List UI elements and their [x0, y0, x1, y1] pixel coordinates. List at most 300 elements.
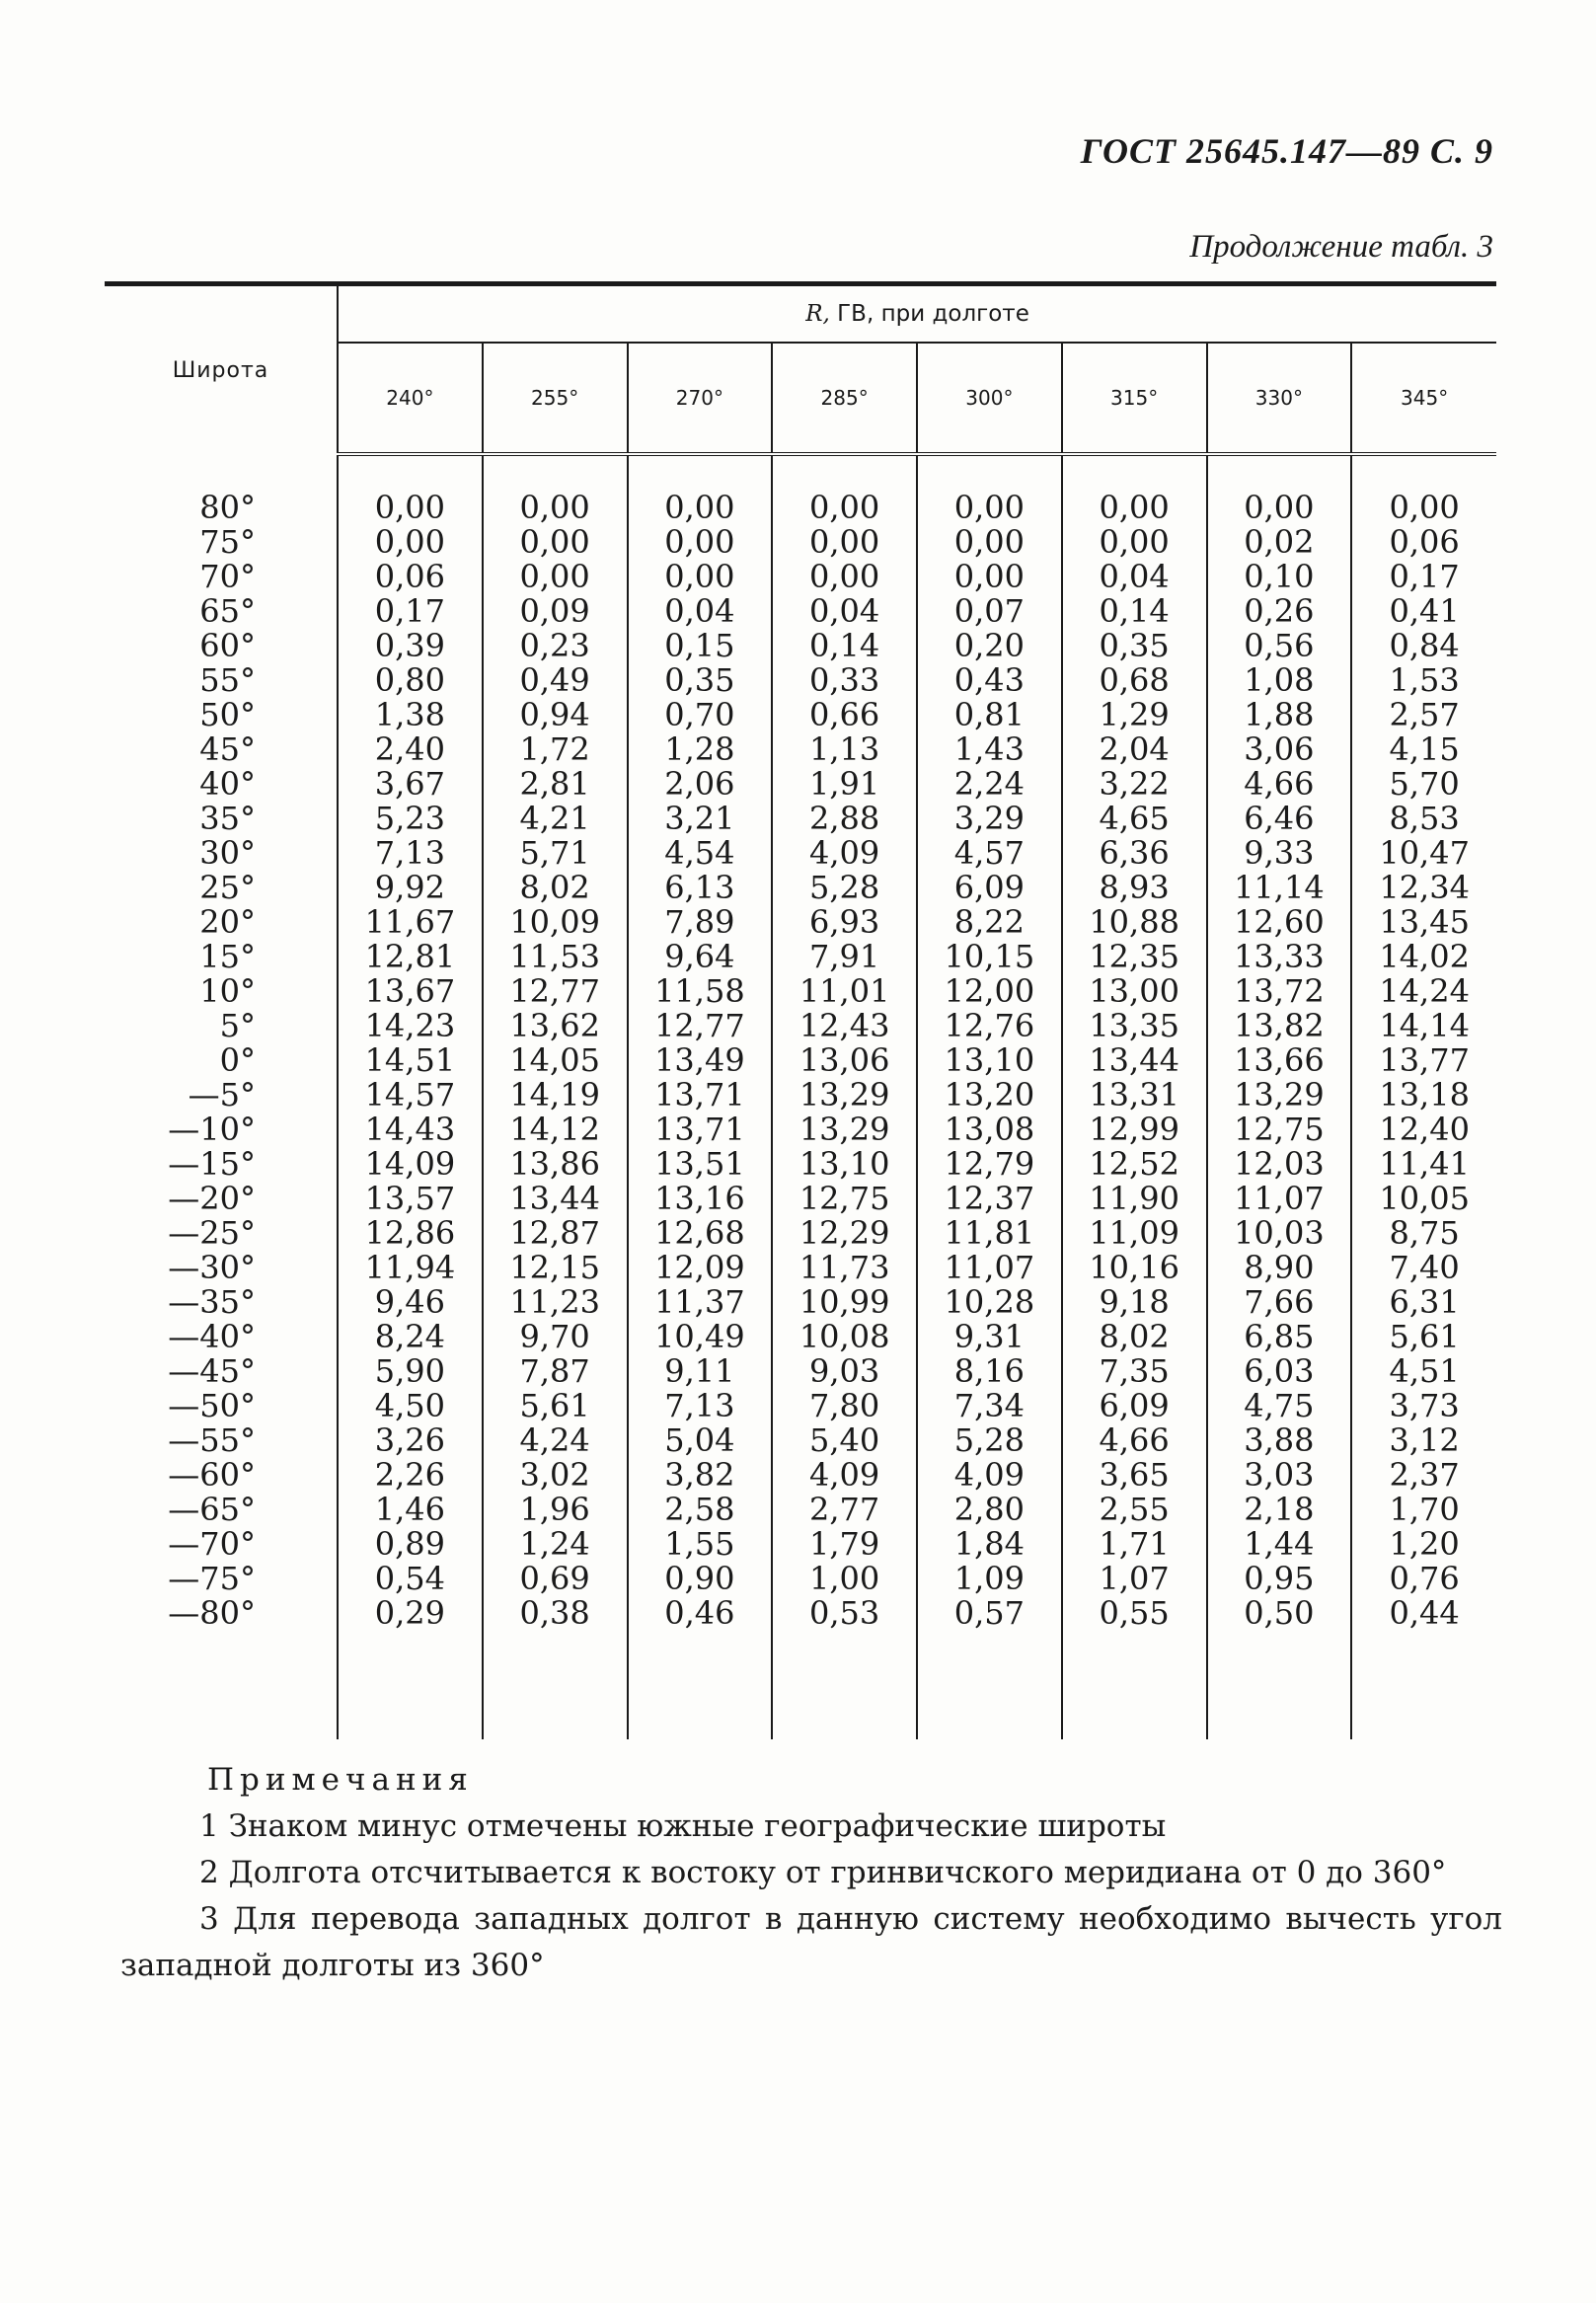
value-cell: 0,43	[917, 663, 1062, 698]
value-cell: 0,94	[483, 698, 628, 732]
value-cell: 12,34	[1379, 869, 1470, 906]
latitude-cell: 30°	[105, 836, 338, 871]
value-cell: 3,73	[1389, 1387, 1460, 1424]
value-cell: 1,96	[483, 1493, 628, 1527]
table-row	[105, 1147, 1496, 1182]
value-cell: 4,24	[483, 1423, 628, 1458]
table-row	[105, 1562, 1496, 1596]
spacer-cell	[1062, 454, 1207, 491]
value-cell: 13,67	[338, 974, 483, 1009]
value-cell: 13,49	[628, 1043, 773, 1078]
value-cell: 11,67	[338, 905, 483, 940]
latitude-cell: —10°	[105, 1113, 338, 1147]
value-cell: 2,58	[628, 1493, 773, 1527]
value-cell: 1,88	[1207, 698, 1352, 732]
value-cell: 2,37	[1389, 1456, 1460, 1494]
value-cell: 13,35	[1062, 1009, 1207, 1043]
value-cell: 10,28	[917, 1285, 1062, 1320]
table-row	[105, 1251, 1496, 1285]
value-cell: 12,52	[1062, 1147, 1207, 1182]
value-cell: 12,35	[1062, 940, 1207, 974]
value-cell: 13,33	[1207, 940, 1352, 974]
spacer-cell	[338, 454, 483, 491]
value-cell: 1,09	[917, 1562, 1062, 1596]
value-cell: 0,07	[917, 594, 1062, 629]
value-cell: 6,13	[628, 871, 773, 905]
value-cell: 14,09	[338, 1147, 483, 1182]
value-cell: 1,08	[1207, 663, 1352, 698]
value-cell: 1,24	[483, 1527, 628, 1562]
value-cell: 4,51	[1389, 1352, 1460, 1390]
value-cell: 12,15	[483, 1251, 628, 1285]
latitude-cell: —65°	[105, 1493, 338, 1527]
latitude-column-header: Широта	[105, 284, 338, 455]
value-cell: 13,77	[1379, 1041, 1470, 1079]
value-cell: 12,09	[628, 1251, 773, 1285]
value-cell: 0,54	[338, 1562, 483, 1596]
value-cell: 8,16	[917, 1354, 1062, 1389]
value-cell: 2,04	[1062, 732, 1207, 767]
value-cell: 3,88	[1207, 1423, 1352, 1458]
table-row	[105, 629, 1496, 663]
spacer-cell	[483, 1631, 628, 1739]
value-cell: 2,88	[772, 802, 917, 836]
value-cell: 0,35	[628, 663, 773, 698]
value-cell: 0,00	[772, 491, 917, 525]
value-cell: 6,36	[1062, 836, 1207, 871]
table-row	[105, 1043, 1496, 1078]
value-cell: 0,35	[1062, 629, 1207, 663]
value-cell: 0,84	[1389, 627, 1460, 664]
value-cell: 13,71	[628, 1078, 773, 1113]
value-cell: 13,71	[628, 1113, 773, 1147]
latitude-cell: 25°	[105, 871, 338, 905]
table-body	[105, 454, 1496, 1739]
table-row	[105, 871, 1496, 905]
value-cell: 1,07	[1062, 1562, 1207, 1596]
latitude-cell: 5°	[105, 1009, 338, 1043]
value-cell: 0,41	[1389, 592, 1460, 630]
latitude-cell: —20°	[105, 1182, 338, 1216]
value-cell: 12,29	[772, 1216, 917, 1251]
value-cell: 0,00	[917, 525, 1062, 560]
value-cell: 2,57	[1389, 696, 1460, 733]
value-cell: 7,13	[628, 1389, 773, 1423]
value-cell: 1,53	[1389, 661, 1460, 699]
value-cell: 1,28	[628, 732, 773, 767]
latitude-cell: 75°	[105, 525, 338, 560]
value-cell: 13,72	[1207, 974, 1352, 1009]
value-cell: 1,91	[772, 767, 917, 802]
longitude-header: 315°	[1062, 343, 1207, 454]
table-row	[105, 802, 1496, 836]
table-row	[105, 698, 1496, 732]
value-cell: 12,87	[483, 1216, 628, 1251]
longitude-header: 345°	[1351, 343, 1496, 454]
value-cell: 12,60	[1207, 905, 1352, 940]
value-cell: 5,90	[338, 1354, 483, 1389]
value-cell: 0,90	[628, 1562, 773, 1596]
value-cell: 14,43	[338, 1113, 483, 1147]
value-cell: 3,12	[1389, 1421, 1460, 1459]
value-cell: 3,29	[917, 802, 1062, 836]
value-cell: 0,76	[1389, 1560, 1460, 1597]
value-cell: 12,37	[917, 1182, 1062, 1216]
spacer-cell	[1351, 454, 1496, 491]
value-cell: 0,14	[772, 629, 917, 663]
value-cell: 12,86	[338, 1216, 483, 1251]
value-cell: 12,79	[917, 1147, 1062, 1182]
value-cell: 10,15	[917, 940, 1062, 974]
value-cell: 13,16	[628, 1182, 773, 1216]
value-cell: 0,00	[628, 560, 773, 594]
value-cell: 13,45	[1379, 903, 1470, 941]
value-cell: 0,95	[1207, 1562, 1352, 1596]
value-cell: 0,00	[483, 525, 628, 560]
value-cell: 0,17	[1389, 558, 1460, 595]
value-cell: 0,04	[772, 594, 917, 629]
value-cell: 14,24	[1379, 972, 1470, 1010]
table-row	[105, 1527, 1496, 1562]
spacer-cell	[772, 1631, 917, 1739]
value-cell: 13,06	[772, 1043, 917, 1078]
value-cell: 0,23	[483, 629, 628, 663]
value-cell: 5,61	[483, 1389, 628, 1423]
table-row	[105, 1182, 1496, 1216]
value-cell: 11,01	[772, 974, 917, 1009]
value-cell: 13,20	[917, 1078, 1062, 1113]
value-cell: 0,00	[338, 525, 483, 560]
value-cell: 11,53	[483, 940, 628, 974]
table-row	[105, 940, 1496, 974]
table-row	[105, 525, 1496, 560]
value-cell: 5,70	[1389, 765, 1460, 803]
latitude-cell: 70°	[105, 560, 338, 594]
value-cell: 1,72	[483, 732, 628, 767]
value-cell: 8,75	[1389, 1214, 1460, 1252]
value-cell: 11,09	[1062, 1216, 1207, 1251]
value-cell: 0,26	[1207, 594, 1352, 629]
value-cell: 14,02	[1379, 938, 1470, 975]
value-cell: 10,49	[628, 1320, 773, 1354]
longitude-group-header	[338, 284, 1496, 344]
value-cell: 0,46	[628, 1596, 773, 1631]
value-cell: 4,21	[483, 802, 628, 836]
value-cell: 12,77	[628, 1009, 773, 1043]
value-cell: 13,18	[1379, 1076, 1470, 1113]
table-row	[105, 1113, 1496, 1147]
value-cell: 2,81	[483, 767, 628, 802]
value-cell: 6,31	[1389, 1283, 1460, 1321]
value-cell: 14,05	[483, 1043, 628, 1078]
value-cell: 13,86	[483, 1147, 628, 1182]
value-cell: 4,66	[1062, 1423, 1207, 1458]
value-cell: 0,06	[1389, 523, 1460, 561]
value-cell: 2,24	[917, 767, 1062, 802]
value-cell: 0,68	[1062, 663, 1207, 698]
value-cell: 1,38	[338, 698, 483, 732]
latitude-cell: 50°	[105, 698, 338, 732]
value-cell: 0,00	[483, 491, 628, 525]
value-cell: 0,02	[1207, 525, 1352, 560]
spacer-cell	[628, 454, 773, 491]
value-cell: 7,34	[917, 1389, 1062, 1423]
data-table-wrap	[105, 281, 1496, 1739]
value-cell: 0,89	[338, 1527, 483, 1562]
table-row	[105, 1009, 1496, 1043]
value-cell: 4,65	[1062, 802, 1207, 836]
value-cell: 0,00	[772, 525, 917, 560]
value-cell: 4,09	[917, 1458, 1062, 1493]
value-cell: 0,10	[1207, 560, 1352, 594]
spacer-cell	[338, 1631, 483, 1739]
value-cell: 0,00	[917, 491, 1062, 525]
value-cell: 8,90	[1207, 1251, 1352, 1285]
value-cell: 11,81	[917, 1216, 1062, 1251]
value-cell: 7,87	[483, 1354, 628, 1389]
value-cell: 2,40	[338, 732, 483, 767]
value-cell: 0,38	[483, 1596, 628, 1631]
latitude-cell: —5°	[105, 1078, 338, 1113]
value-cell: 13,00	[1062, 974, 1207, 1009]
value-cell: 0,00	[483, 560, 628, 594]
table-row	[105, 1423, 1496, 1458]
value-cell: 13,29	[772, 1113, 917, 1147]
value-cell: 0,33	[772, 663, 917, 698]
value-cell: 13,29	[1207, 1078, 1352, 1113]
table-row	[105, 663, 1496, 698]
value-cell: 0,04	[1062, 560, 1207, 594]
value-cell: 12,00	[917, 974, 1062, 1009]
value-cell: 0,56	[1207, 629, 1352, 663]
value-cell: 4,75	[1207, 1389, 1352, 1423]
value-cell: 10,03	[1207, 1216, 1352, 1251]
value-cell: 0,17	[338, 594, 483, 629]
value-cell: 0,70	[628, 698, 773, 732]
value-cell: 6,93	[772, 905, 917, 940]
longitude-header: 270°	[628, 343, 773, 454]
value-cell: 10,08	[772, 1320, 917, 1354]
value-cell: 0,00	[628, 525, 773, 560]
spacer-cell	[483, 454, 628, 491]
latitude-cell: —15°	[105, 1147, 338, 1182]
spacer-cell	[105, 1631, 338, 1739]
value-cell: 0,00	[338, 491, 483, 525]
latitude-cell: 15°	[105, 940, 338, 974]
value-cell: 10,09	[483, 905, 628, 940]
value-cell: 13,82	[1207, 1009, 1352, 1043]
note-1: 1 Знаком минус отмечены южные географические широты	[199, 1808, 1167, 1844]
value-cell: 7,91	[772, 940, 917, 974]
data-table	[105, 281, 1496, 1739]
value-cell: 0,20	[917, 629, 1062, 663]
value-cell: 2,18	[1207, 1493, 1352, 1527]
value-cell: 8,93	[1062, 871, 1207, 905]
value-cell: 7,40	[1389, 1249, 1460, 1286]
spacer-row	[105, 1631, 1496, 1739]
value-cell: 13,51	[628, 1147, 773, 1182]
value-cell: 0,29	[338, 1596, 483, 1631]
longitude-header: 240°	[338, 343, 483, 454]
value-cell: 9,03	[772, 1354, 917, 1389]
page-header: ГОСТ 25645.147—89 С. 9	[1080, 131, 1493, 171]
value-cell: 13,44	[1062, 1043, 1207, 1078]
value-cell: 1,44	[1207, 1527, 1352, 1562]
spacer-cell	[1062, 1631, 1207, 1739]
latitude-cell: —50°	[105, 1389, 338, 1423]
value-cell: 4,50	[338, 1389, 483, 1423]
value-cell: 7,80	[772, 1389, 917, 1423]
value-cell: 5,04	[628, 1423, 773, 1458]
latitude-cell: 0°	[105, 1043, 338, 1078]
latitude-cell: —60°	[105, 1458, 338, 1493]
latitude-cell: 65°	[105, 594, 338, 629]
value-cell: 0,39	[338, 629, 483, 663]
table-row	[105, 1389, 1496, 1423]
value-cell: 5,28	[917, 1423, 1062, 1458]
table-row	[105, 1078, 1496, 1113]
value-cell: 3,06	[1207, 732, 1352, 767]
value-cell: 5,61	[1389, 1318, 1460, 1355]
value-cell: 11,23	[483, 1285, 628, 1320]
latitude-cell: 35°	[105, 802, 338, 836]
value-cell: 0,57	[917, 1596, 1062, 1631]
value-cell: 11,94	[338, 1251, 483, 1285]
value-cell: 0,14	[1062, 594, 1207, 629]
note-3: 3 Для перевода западных долгот в данную систему необходимо вычесть угол западной долготы из 360°	[120, 1901, 1502, 1983]
value-cell: 11,58	[628, 974, 773, 1009]
table-row	[105, 732, 1496, 767]
value-cell: 13,29	[772, 1078, 917, 1113]
value-cell: 14,51	[338, 1043, 483, 1078]
value-cell: 14,23	[338, 1009, 483, 1043]
value-cell: 2,77	[772, 1493, 917, 1527]
table-row	[105, 836, 1496, 871]
value-cell: 9,11	[628, 1354, 773, 1389]
value-cell: 0,00	[1207, 491, 1352, 525]
value-cell: 12,81	[338, 940, 483, 974]
value-cell: 6,09	[917, 871, 1062, 905]
value-cell: 13,66	[1207, 1043, 1352, 1078]
value-cell: 0,00	[1062, 525, 1207, 560]
value-cell: 0,66	[772, 698, 917, 732]
value-cell: 1,13	[772, 732, 917, 767]
latitude-cell: 80°	[105, 491, 338, 525]
value-cell: 11,41	[1379, 1145, 1470, 1183]
value-cell: 14,57	[338, 1078, 483, 1113]
value-cell: 13,10	[772, 1147, 917, 1182]
table-row	[105, 767, 1496, 802]
value-cell: 1,71	[1062, 1527, 1207, 1562]
table-row	[105, 1458, 1496, 1493]
notes-title: Примечания	[207, 1762, 474, 1798]
value-cell: 8,24	[338, 1320, 483, 1354]
value-cell: 12,43	[772, 1009, 917, 1043]
latitude-cell: —70°	[105, 1527, 338, 1562]
value-cell: 0,53	[772, 1596, 917, 1631]
value-cell: 11,07	[917, 1251, 1062, 1285]
value-cell: 10,47	[1379, 834, 1470, 872]
value-cell: 3,21	[628, 802, 773, 836]
latitude-cell: —80°	[105, 1596, 338, 1631]
table-row	[105, 1216, 1496, 1251]
latitude-cell: —30°	[105, 1251, 338, 1285]
value-cell: 4,66	[1207, 767, 1352, 802]
value-cell: 1,29	[1062, 698, 1207, 732]
value-cell: 3,65	[1062, 1458, 1207, 1493]
value-cell: 4,15	[1389, 730, 1460, 768]
value-cell: 9,18	[1062, 1285, 1207, 1320]
value-cell: 12,99	[1062, 1113, 1207, 1147]
r-symbol: R,	[805, 301, 830, 327]
latitude-cell: 45°	[105, 732, 338, 767]
spacer-cell	[772, 454, 917, 491]
value-cell: 0,69	[483, 1562, 628, 1596]
value-cell: 1,00	[772, 1562, 917, 1596]
latitude-cell: 40°	[105, 767, 338, 802]
latitude-cell: —25°	[105, 1216, 338, 1251]
value-cell: 2,26	[338, 1458, 483, 1493]
value-cell: 0,15	[628, 629, 773, 663]
value-cell: 14,12	[483, 1113, 628, 1147]
value-cell: 7,89	[628, 905, 773, 940]
value-cell: 5,28	[772, 871, 917, 905]
notes-section	[120, 1757, 1502, 1989]
value-cell: 8,02	[1062, 1320, 1207, 1354]
spacer-cell	[105, 454, 338, 491]
value-cell: 1,70	[1389, 1491, 1460, 1528]
value-cell: 4,57	[917, 836, 1062, 871]
spacer-cell	[917, 1631, 1062, 1739]
value-cell: 12,76	[917, 1009, 1062, 1043]
value-cell: 11,90	[1062, 1182, 1207, 1216]
value-cell: 12,03	[1207, 1147, 1352, 1182]
latitude-cell: —35°	[105, 1285, 338, 1320]
value-cell: 13,31	[1062, 1078, 1207, 1113]
value-cell: 8,02	[483, 871, 628, 905]
value-cell: 3,22	[1062, 767, 1207, 802]
value-cell: 9,31	[917, 1320, 1062, 1354]
value-cell: 3,82	[628, 1458, 773, 1493]
value-cell: 3,26	[338, 1423, 483, 1458]
value-cell: 0,06	[338, 560, 483, 594]
value-cell: 9,92	[338, 871, 483, 905]
group-header-text: ГВ, при долготе	[837, 301, 1029, 327]
table-row	[105, 1354, 1496, 1389]
value-cell: 1,84	[917, 1527, 1062, 1562]
value-cell: 1,43	[917, 732, 1062, 767]
latitude-cell: 60°	[105, 629, 338, 663]
value-cell: 14,14	[1379, 1007, 1470, 1044]
value-cell: 10,99	[772, 1285, 917, 1320]
value-cell: 0,44	[1389, 1594, 1460, 1632]
longitude-header: 300°	[917, 343, 1062, 454]
value-cell: 12,75	[1207, 1113, 1352, 1147]
value-cell: 1,55	[628, 1527, 773, 1562]
value-cell: 9,33	[1207, 836, 1352, 871]
value-cell: 6,09	[1062, 1389, 1207, 1423]
value-cell: 8,22	[917, 905, 1062, 940]
value-cell: 4,09	[772, 836, 917, 871]
table-row	[105, 594, 1496, 629]
spacer-cell	[1207, 454, 1352, 491]
value-cell: 0,00	[1389, 489, 1460, 526]
value-cell: 0,50	[1207, 1596, 1352, 1631]
longitude-header: 255°	[483, 343, 628, 454]
latitude-cell: —45°	[105, 1354, 338, 1389]
latitude-cell: 55°	[105, 663, 338, 698]
table-row	[105, 974, 1496, 1009]
